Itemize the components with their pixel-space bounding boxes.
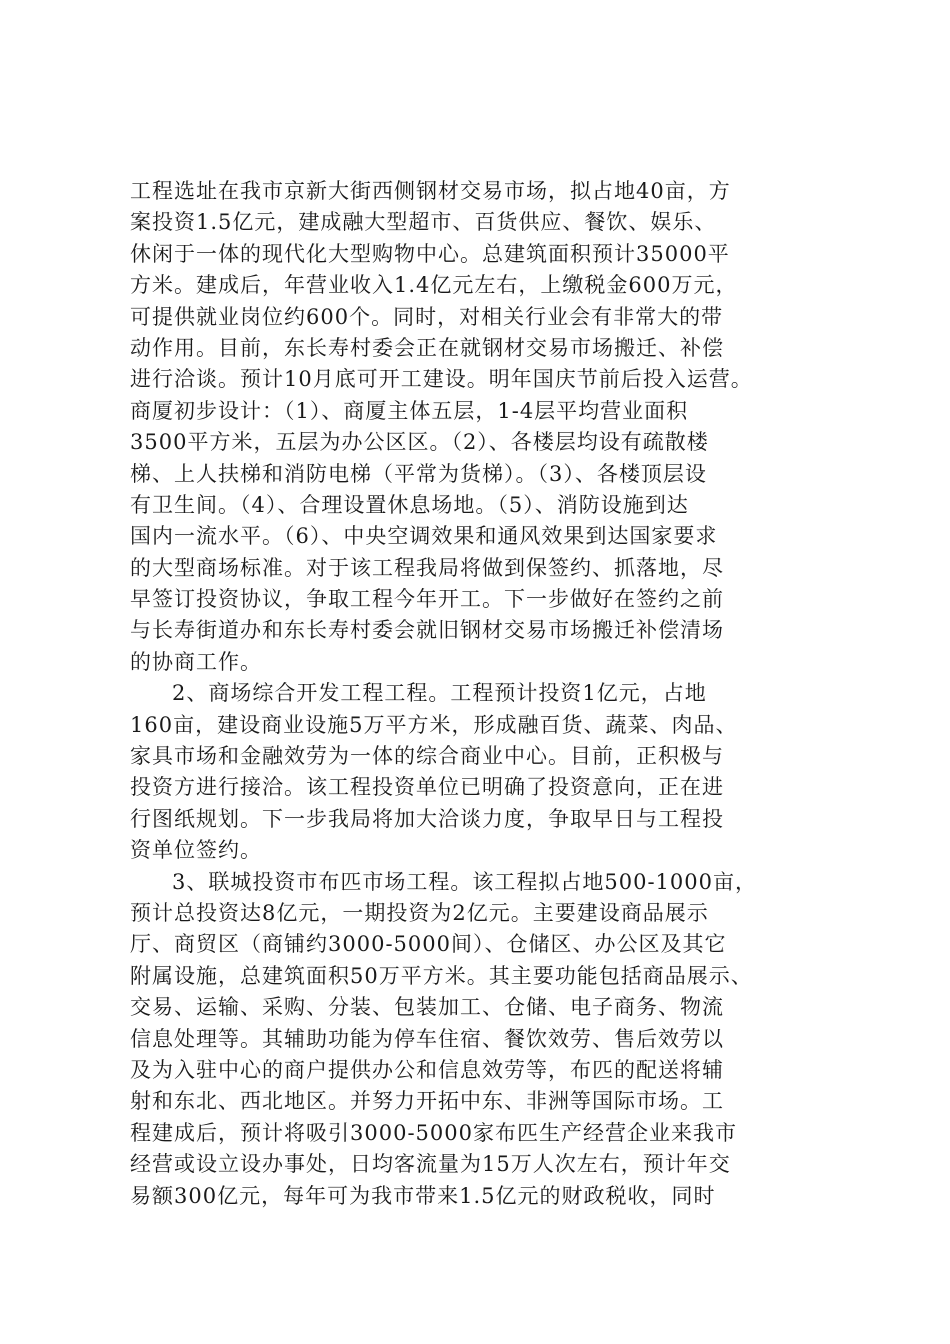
text-line: 家具市场和金融效劳为一体的综合商业中心。目前，正积极与 [130,744,724,769]
text-line: 3500平方米，五层为办公区区。（2）、各楼层均设有疏散楼 [130,430,709,455]
text-line: 交易、运输、采购、分装、包装加工、仓储、电子商务、物流 [130,995,724,1020]
text-line: 行图纸规划。下一步我局将加大洽谈力度，争取早日与工程投 [130,806,724,831]
text-line: 的大型商场标准。对于该工程我局将做到保签约、抓落地，尽 [130,555,724,580]
text-line: 可提供就业岗位约600个。同时，对相关行业会有非常大的带 [130,304,724,329]
text-line: 射和东北、西北地区。并努力开拓中东、非洲等国际市场。工 [130,1089,724,1114]
text-line: 厅、商贸区（商铺约3000-5000间）、仓储区、办公区及其它 [130,932,727,957]
text-line: 梯、上人扶梯和消防电梯（平常为货梯）。（3）、各楼顶层设 [130,461,707,486]
text-line: 国内一流水平。（6）、中央空调效果和通风效果到达国家要求 [130,524,718,549]
text-line: 易额300亿元，每年可为我市带来1.5亿元的财政税收，同时 [130,1183,716,1208]
text-line: 资单位签约。 [130,838,262,863]
text-line: 信息处理等。其辅助功能为停车住宿、餐饮效劳、售后效劳以 [130,1026,724,1051]
text-line: 预计总投资达8亿元，一期投资为2亿元。主要建设商品展示 [130,900,709,925]
paragraph-first-line: 2、商场综合开发工程工程。工程预计投资1亿元，占地 [172,681,707,706]
text-line: 及为入驻中心的商户提供办公和信息效劳等，布匹的配送将辅 [130,1057,724,1082]
text-line: 经营或设立设办事处，日均客流量为15万人次左右，预计年交 [130,1152,731,1177]
text-line: 案投资1.5亿元，建成融大型超市、百货供应、餐饮、娱乐、 [130,210,717,235]
text-line: 与长寿街道办和东长寿村委会就旧钢材交易市场搬迁补偿清场 [130,618,724,643]
text-line: 程建成后，预计将吸引3000-5000家布匹生产经营企业来我市 [130,1120,737,1145]
paragraph-first-line: 3、联城投资市布匹市场工程。该工程拟占地500-1000亩， [172,869,757,894]
text-line: 商厦初步设计：（1）、商厦主体五层，1-4层平均营业面积 [130,398,689,423]
text-line: 有卫生间。（4）、合理设置休息场地。（5）、消防设施到达 [130,492,689,517]
text-line: 160亩，建设商业设施5万平方米，形成融百货、蔬菜、肉品、 [130,712,738,737]
text-line: 动作用。目前，东长寿村委会正在就钢材交易市场搬迁、补偿 [130,335,724,360]
document-body-text [130,176,850,1212]
text-line: 的协商工作。 [130,649,262,674]
text-line: 早签订投资协议，争取工程今年开工。下一步做好在签约之前 [130,587,724,612]
text-line: 工程选址在我市京新大街西侧钢材交易市场，拟占地40亩，方 [130,179,731,203]
text-line: 方米。建成后，年营业收入1.4亿元左右，上缴税金600万元， [130,273,738,298]
text-line: 投资方进行接洽。该工程投资单位已明确了投资意向，正在进 [130,775,724,800]
text-line: 进行洽谈。预计10月底可开工建设。明年国庆节前后投入运营。 [130,367,753,392]
text-line: 附属设施，总建筑面积50万平方米。其主要功能包括商品展示、 [130,963,753,988]
text-line: 休闲于一体的现代化大型购物中心。总建筑面积预计35000平 [130,241,730,266]
